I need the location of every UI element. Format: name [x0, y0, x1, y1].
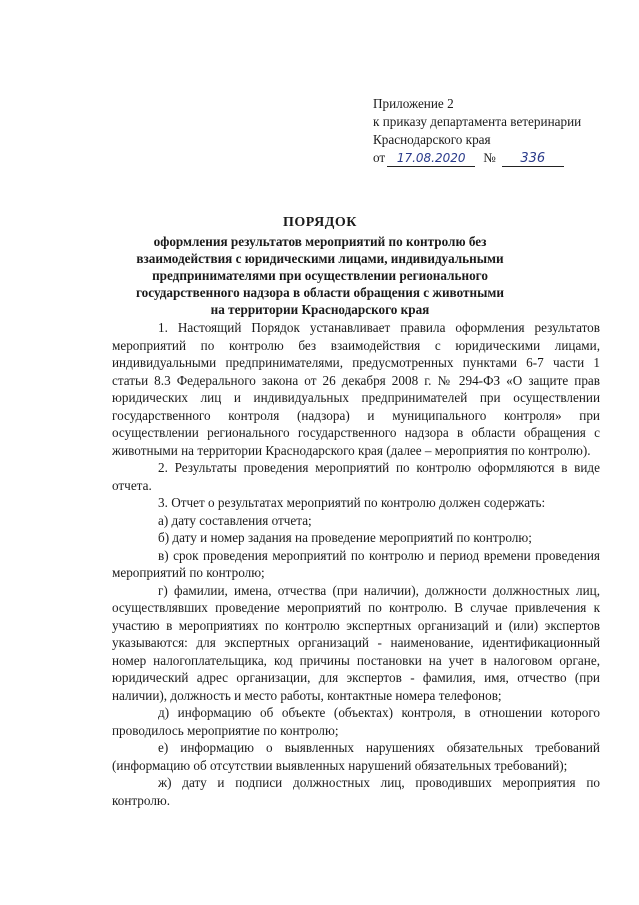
document-body	[112, 319, 600, 809]
date-prefix: от	[373, 150, 386, 165]
list-item-zh: ж) дату и подписи должностных лиц, проводивших мероприятия по контролю.	[112, 775, 600, 808]
number-prefix: №	[483, 150, 496, 165]
list-item-e: е) информацию о выявленных нарушениях обязательных требований (информацию об отсутствии выявленных нарушений обязательных требований);	[112, 740, 600, 773]
paragraph-3: 3. Отчет о результатах мероприятий по контролю должен содержать:	[158, 495, 546, 510]
document-subtitle: оформления результатов мероприятий по контролю без взаимодействия с юридическими лицами, индивидуальными предпринимателями при осуществлении регионального государственного надзора в области обращения с животными на территории Краснодарского края	[136, 234, 504, 317]
handwritten-number: 336	[502, 151, 564, 167]
list-item-b: б) дату и номер задания на проведение мероприятий по контролю;	[158, 530, 532, 545]
appendix-header	[373, 95, 623, 167]
paragraph-2: 2. Результаты проведения мероприятий по контролю оформляются в виде отчета.	[112, 460, 600, 493]
list-item-v: в) срок проведения мероприятий по контролю и период времени проведения мероприятий по контролю;	[112, 547, 600, 580]
appendix-region: Краснодарского края	[373, 132, 491, 147]
list-item-a: а) дату составления отчета;	[158, 512, 312, 528]
paragraph-1: 1. Настоящий Порядок устанавливает правила оформления результатов мероприятий по контролю без взаимодействия с юридическими лицами, индивидуальными предпринимателями, предусмотренных пунктами 6-7 части 1 статьи 8.3 Федерального закона от 26 декабря 2008 г. № 294-ФЗ «О защите прав юридических лиц и индивидуальных предпринимателей при осуществлении государственного контроля (надзора) и муниципального контроля» при осуществлении регионального государственного надзора в области обращения с животными на территории Краснодарского края (далее – мероприятия по контролю).	[112, 320, 600, 458]
list-item-d: д) информацию об объекте (объектах) контроля, в отношении которого проводилось мероприятие по контролю;	[112, 705, 600, 738]
document-title: ПОРЯДОК	[283, 215, 357, 230]
list-item-g: г) фамилии, имена, отчества (при наличии), должности должностных лиц, осуществлявших проведение мероприятий по контролю. В случае привлечения к участию в мероприятиях по контролю экспертных организаций и (или) экспертов указываются: для экспертных организаций - наименование, идентификационный номер налогоплательщика, код причины постановки на учет в налоговом органе, юридический адрес организации, для экспертов - фамилия, имя, отчество (при наличии), должность и место работы, контактные номера телефонов;	[112, 582, 600, 703]
appendix-label: Приложение 2	[373, 96, 454, 111]
appendix-order-ref: к приказу департамента ветеринарии	[373, 114, 582, 129]
handwritten-date: 17.08.2020	[387, 151, 475, 167]
appendix-date-number-line	[373, 149, 623, 167]
